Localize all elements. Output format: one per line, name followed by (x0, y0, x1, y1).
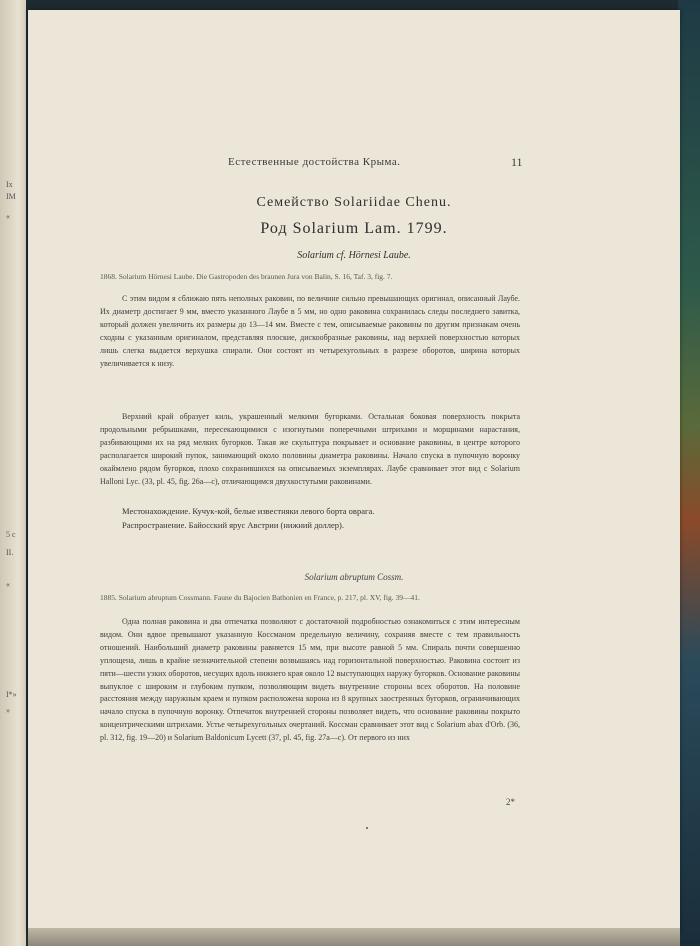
book-page (28, 10, 680, 932)
facing-page-fragment: « (6, 212, 10, 221)
book-cover-edge (678, 0, 700, 946)
facing-page-fragment: Ix (6, 180, 13, 189)
locality-line: Местонахождение. Кучук-кой, белые известняки левого борта оврага. (122, 506, 375, 516)
facing-page-fragment: « (6, 580, 10, 589)
facing-page-edge (0, 0, 26, 946)
synonymy-line: 1868. Solarium Hörnesi Laube. Die Gastropoden des braunen Jura von Balin, S. 16, Taf. 3, fig. 7. (100, 272, 393, 281)
paragraph: Одна полная раковина и два отпечатка позволяют с достаточной подробностью ознакомиться с этим интересным видом. Они вдвое превышают указанную Коссманом предельную величину, сохраняя вместе с тем правильность отношений. Наибольший диаметр раковины равняется 15 мм, при высоте равной 5 мм. Спираль почти совершенно уплощена, лишь в крайне незначительной степени возвышаясь над горизонтальной поверхностью. Раковина состоит из пяти—шести узких оборотов, несущих вдоль нижнего края около 12 выступающих наружу бугорков. Основание раковины выпуклое с широким и глубоким пупком, позволяющим видеть внутренние стороны всех оборотов. На половине расстояния между наружным краем и пупком расположена корона из 8 крупных заостренных бугорков, ограничивающих начало спуска в пупочную воронку. Отпечаток внутренней стороны позволяет видеть, что основание раковины покрыто концентрическими штрихами. Устье четырехугольных очертаний. Коссман сравнивает этот вид с Solarium abax d'Orb. (36, pl. 312, fig. 19—20) и Solarium Baldonicum Lycett (37, pl. 45, fig. 27a—c). От первого из них (100, 617, 520, 743)
family-heading: Семейство Solariidae Chenu. (256, 195, 452, 210)
paragraph: С этим видом я сближаю пять неполных раковин, по величине сильно превышающих оригинал, описанный Лаубе. Их диаметр достигает 9 мм, вместо указанного Лаубе в 5 мм, но одно раковина сохранилась следы последнего завитка, который должен увеличить их размеры до 13—14 мм. Вместе с тем, описываемые раковины по другим признакам очень сходны с указанным оригиналом, представляя плоские, дискообразные раковины, над верхней поверхностью которых лишь слегка выдается верхушка спирали. Они состоят из четырехугольных в разрезе оборотов, ширина которых увеличивается к низу. (100, 294, 520, 368)
genus-heading: Род Solarium Lam. 1799. (260, 220, 448, 237)
facing-page-fragment: I*» (6, 690, 17, 699)
signature-mark: 2* (506, 797, 515, 807)
species-title: Solarium cf. Hörnesi Laube. (297, 250, 411, 261)
synonymy-line: 1885. Solarium abruptum Cossmann. Faune du Bajocien Bathonien en France, p. 217, pl. XV, fig. 39—41. (100, 593, 420, 602)
facing-page-fragment: IM (6, 192, 16, 201)
facing-page-fragment: II. (6, 548, 14, 557)
page-number: 11 (511, 155, 523, 169)
species-description (100, 293, 520, 503)
paragraph: Верхний край образует киль, украшенный мелкими бугорками. Остальная боковая поверхность покрыта продольными ребрышками, пересекающимися с изогнутыми поперечными штрихами и морщинами нарастания, разбивающими их на ряд мелких бугорков. Такая же скульптура покрывает и основание раковины, в центре которого располагается широкий пупок, занимающий около половины диаметра раковины. Начало спуска в пупочную воронку окаймлено рядом бугорков, плохо сохранившихся на описываемых экземплярах. Лаубе сравнивает этот вид с Solarium Halloni Lyc. (33, pl. 45, fig. 26a—c), отличающимся двухкостутыми раковинами. (100, 412, 520, 486)
page-stack-shadow (28, 928, 680, 946)
species-description (100, 616, 520, 786)
running-head: Естественные достойства Крыма. (228, 156, 401, 168)
page-speck (366, 827, 368, 829)
species-title: Solarium abruptum Cossm. (304, 572, 404, 582)
facing-page-fragment: » (6, 706, 10, 715)
distribution-line: Распространение. Байосский ярус Австрии (нижний доллер). (122, 520, 345, 530)
facing-page-fragment: 5 c (6, 530, 16, 539)
